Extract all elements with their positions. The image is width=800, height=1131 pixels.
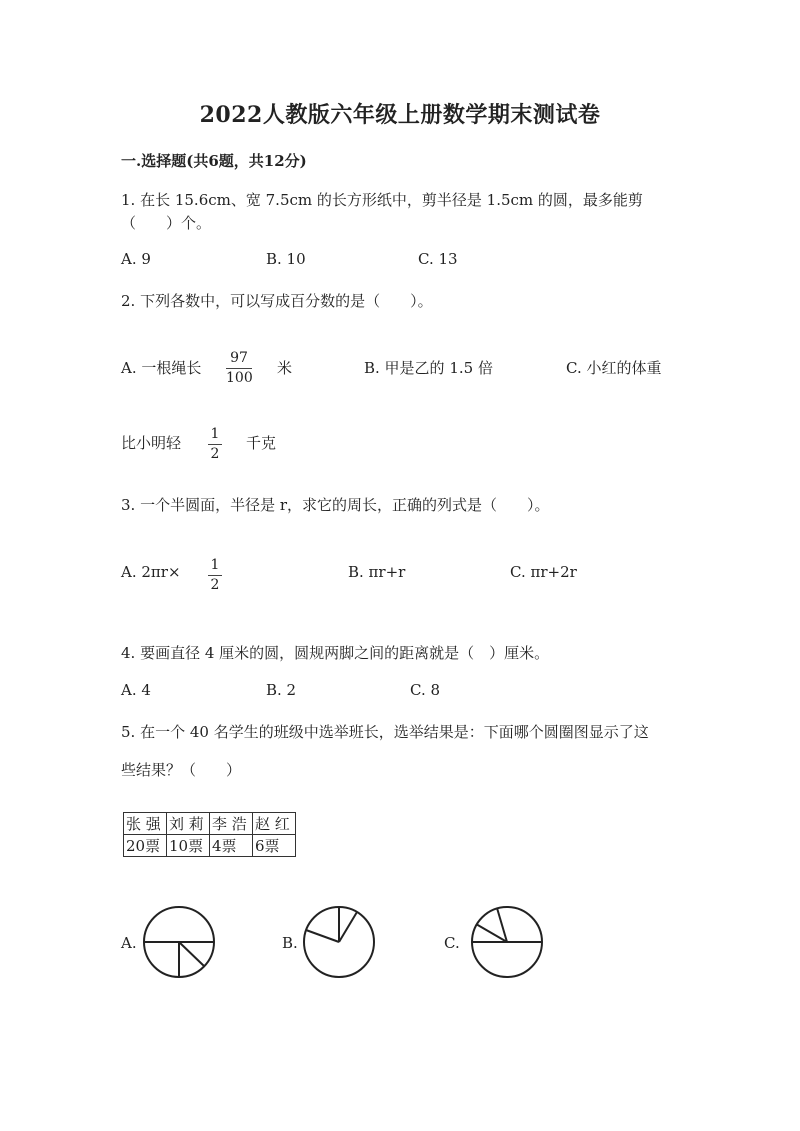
q1-text-line1: 1. 在长 15.6cm、宽 7.5cm 的长方形纸中，剪半径是 1.5cm 的圆，最多能剪 <box>121 191 643 209</box>
q5-option-c-label[interactable]: C. <box>444 934 460 952</box>
q3-option-b[interactable]: B. πr+r <box>348 563 406 581</box>
q2-option-c-prefix: 比小明轻 <box>121 434 182 452</box>
table-header-cell: 赵 红 <box>253 813 296 835</box>
fraction-denominator: 2 <box>210 446 220 462</box>
q5-option-a-label[interactable]: A. <box>121 934 137 952</box>
q2-option-b[interactable]: B. 甲是乙的 1.5 倍 <box>364 359 493 377</box>
fraction-denominator: 100 <box>226 370 253 386</box>
page-title: 2022人教版六年级上册数学期末测试卷 <box>199 102 601 128</box>
q2-option-a-prefix[interactable]: A. 一根绳长 <box>121 359 202 377</box>
table-header-cell: 张 强 <box>124 813 167 835</box>
fraction-numerator: 97 <box>230 350 248 366</box>
table-header-cell: 刘 莉 <box>167 813 210 835</box>
q4-option-a[interactable]: A. 4 <box>121 681 151 699</box>
fraction-numerator: 1 <box>210 557 220 573</box>
table-header-cell: 李 浩 <box>210 813 253 835</box>
fraction-denominator: 2 <box>210 577 220 593</box>
q4-text: 4. 要画直径 4 厘米的圆，圆规两脚之间的距离就是（ ）厘米。 <box>121 644 550 662</box>
q4-option-b[interactable]: B. 2 <box>266 681 297 699</box>
pie-divider <box>306 930 339 942</box>
q5-text-line1: 5. 在一个 40 名学生的班级中选举班长，选举结果是：下面哪个圆圈图显示了这 <box>121 723 649 741</box>
q2-option-c-suffix: 千克 <box>246 434 277 452</box>
fraction-numerator: 1 <box>210 426 220 442</box>
q5-option-b-label[interactable]: B. <box>282 934 298 952</box>
q4-option-c[interactable]: C. 8 <box>410 681 441 699</box>
pie-chart-b[interactable] <box>304 907 374 977</box>
q2-option-a-suffix: 米 <box>277 359 293 377</box>
pie-divider <box>179 942 204 966</box>
q1-option-b[interactable]: B. 10 <box>266 250 306 268</box>
q2-option-c-line1[interactable]: C. 小红的体重 <box>566 359 662 377</box>
table-cell: 4票 <box>210 835 253 857</box>
q3-option-a-prefix[interactable]: A. 2πr× <box>121 563 181 581</box>
q5-text-line2: 些结果？（ ） <box>121 761 242 779</box>
pie-divider <box>339 912 357 942</box>
q3-text: 3. 一个半圆面，半径是 r，求它的周长，正确的列式是（ ）。 <box>121 496 550 514</box>
pie-chart-c[interactable] <box>472 907 542 977</box>
pie-chart-a[interactable] <box>144 907 214 977</box>
table-cell: 20票 <box>124 835 167 857</box>
section-heading: 一.选择题(共6题，共12分) <box>121 152 307 170</box>
table-cell: 6票 <box>253 835 296 857</box>
q1-text-line2: （ ）个。 <box>121 214 212 232</box>
q1-option-c[interactable]: C. 13 <box>418 250 458 268</box>
q3-option-c[interactable]: C. πr+2r <box>510 563 577 581</box>
table-cell: 10票 <box>167 835 210 857</box>
q1-option-a[interactable]: A. 9 <box>121 250 151 268</box>
q2-text: 2. 下列各数中，可以写成百分数的是（ ）。 <box>121 292 433 310</box>
